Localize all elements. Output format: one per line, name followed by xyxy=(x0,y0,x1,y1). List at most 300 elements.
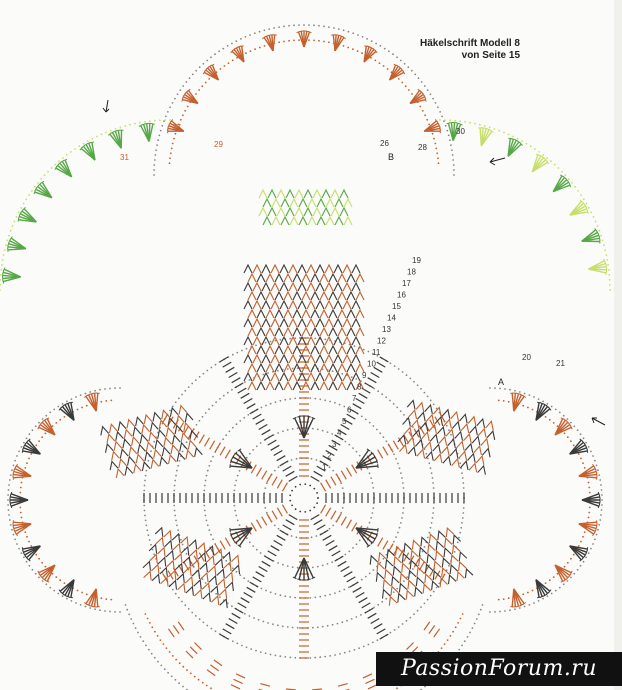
chain-dot xyxy=(11,529,13,531)
stitch-cap xyxy=(606,271,607,275)
chain-dot xyxy=(208,78,210,80)
lattice-v xyxy=(446,428,456,438)
chain-dot xyxy=(594,539,596,541)
dc-stitch xyxy=(223,362,232,367)
chain-dot xyxy=(174,480,176,482)
chain-dot xyxy=(275,401,277,403)
chain-dot xyxy=(288,25,290,27)
lattice-v xyxy=(177,573,187,583)
chain-dot xyxy=(545,416,547,418)
round-number: 18 xyxy=(407,267,416,277)
chain-dot xyxy=(195,615,197,617)
chain-dot xyxy=(373,388,375,390)
chain-dot xyxy=(437,106,439,108)
chain-dot xyxy=(524,393,526,395)
chain-dot xyxy=(202,416,204,418)
chain-dot xyxy=(291,490,293,492)
chain-dot xyxy=(55,576,57,578)
chain-dot xyxy=(1,264,3,266)
dc-stitch xyxy=(321,505,326,514)
lattice-v xyxy=(470,425,480,435)
chain-dot xyxy=(313,40,315,42)
left-green-shell xyxy=(3,268,21,284)
chain-dot xyxy=(280,400,282,402)
chain-dot xyxy=(157,139,159,141)
lattice-v xyxy=(289,373,297,381)
chain-dot xyxy=(206,475,208,477)
dc-stitch xyxy=(368,613,377,618)
lattice-v xyxy=(170,434,180,444)
chain-dot xyxy=(402,371,404,373)
lattice-v xyxy=(320,382,328,390)
chain-dot xyxy=(173,138,175,140)
chain-dot xyxy=(169,410,171,412)
chain-dot xyxy=(9,479,11,481)
lattice-v xyxy=(425,543,435,553)
chain-dot xyxy=(373,569,375,571)
chain-dot xyxy=(559,587,561,589)
round-number: 8 xyxy=(357,382,362,392)
round-number: 2 xyxy=(327,451,332,461)
chain-dot xyxy=(529,394,531,396)
lattice-v xyxy=(478,465,488,475)
chain-dot xyxy=(411,93,413,95)
lattice-v xyxy=(443,456,453,466)
chain-dot xyxy=(448,565,450,567)
chain-dot xyxy=(263,374,265,376)
dc-stitch xyxy=(214,660,222,666)
left-green-shell xyxy=(8,237,26,252)
round-number: 10 xyxy=(367,359,376,369)
lattice-v xyxy=(426,451,436,461)
left-green-shell xyxy=(139,123,155,141)
lattice-v xyxy=(184,565,194,575)
chain-dot xyxy=(182,666,184,668)
chain-dot xyxy=(235,480,237,482)
chain-dot xyxy=(424,85,426,87)
lattice-v xyxy=(248,364,256,372)
chain-dot xyxy=(532,409,534,411)
dc-stitch xyxy=(226,624,235,629)
chain-dot xyxy=(578,545,580,547)
dc-stitch xyxy=(383,541,388,550)
chain-dot xyxy=(207,470,209,472)
round-number: 6 xyxy=(347,405,352,415)
right-shell xyxy=(582,492,600,508)
chain-dot xyxy=(24,467,26,469)
chain-dot xyxy=(150,544,152,546)
arrow-icon xyxy=(592,418,605,425)
bottom-bar-row xyxy=(186,643,202,659)
chain-dot xyxy=(403,580,405,582)
chain-dot xyxy=(250,50,252,52)
chain-dot xyxy=(157,635,159,637)
chain-dot xyxy=(20,512,22,514)
chain-dot xyxy=(199,618,201,620)
dc-stitch xyxy=(326,508,331,517)
chain-dot xyxy=(494,387,496,389)
chain-dot xyxy=(191,383,193,385)
chain-dot xyxy=(244,381,246,383)
chain-dot xyxy=(190,673,192,675)
dc-stitch xyxy=(267,474,272,483)
dc-stitch xyxy=(341,517,346,526)
lattice-v xyxy=(316,301,324,309)
dc-stitch xyxy=(338,561,347,566)
chain-dot xyxy=(134,123,136,125)
dc-stitch xyxy=(311,476,320,481)
chain-dot xyxy=(195,379,197,381)
dc-stitch xyxy=(235,383,244,388)
chain-dot xyxy=(10,474,12,476)
chain-dot xyxy=(430,527,432,529)
lattice-v xyxy=(253,265,261,273)
chain-dot xyxy=(324,656,326,658)
chain-dot xyxy=(394,365,396,367)
round-number: 5 xyxy=(342,417,347,426)
chain-dot xyxy=(77,590,79,592)
chain-dot xyxy=(243,417,245,419)
chain-dot xyxy=(153,174,155,176)
chain-dot xyxy=(343,406,345,408)
chain-dot xyxy=(567,562,569,564)
lattice-v xyxy=(463,568,473,578)
chain-dot xyxy=(186,441,188,443)
lattice-v xyxy=(311,328,319,336)
stitch-cap xyxy=(308,31,312,32)
right-shell xyxy=(510,393,526,411)
lattice-v xyxy=(352,265,360,273)
lattice-v xyxy=(262,265,270,273)
lattice-v xyxy=(317,199,325,207)
chain-dot xyxy=(85,606,87,608)
lattice-v xyxy=(452,421,462,431)
lattice-v xyxy=(268,190,276,198)
dotted-guide-rings xyxy=(0,24,611,690)
lattice-v xyxy=(280,319,288,327)
lattice-v xyxy=(433,443,443,453)
lattice-v xyxy=(334,319,342,327)
chain-dot xyxy=(577,569,579,571)
chain-dot xyxy=(206,60,208,62)
chain-dot xyxy=(246,646,248,648)
lattice-v xyxy=(167,559,177,569)
chain-dot xyxy=(441,647,443,649)
chain-dot xyxy=(267,622,269,624)
lattice-v xyxy=(352,355,360,363)
chain-dot xyxy=(561,171,563,173)
dc-stitch xyxy=(365,608,374,613)
chain-dot xyxy=(590,451,592,453)
chain-dot xyxy=(144,485,146,487)
chain-dot xyxy=(316,502,318,504)
chain-dot xyxy=(341,373,343,375)
chain-dot xyxy=(14,221,16,223)
lattice-v xyxy=(277,208,285,216)
dc-stitch xyxy=(352,465,357,474)
chain-dot xyxy=(105,132,107,134)
lattice-v xyxy=(403,417,413,427)
right-green-shell xyxy=(478,128,493,146)
chain-dot xyxy=(402,512,404,514)
chain-dot xyxy=(231,43,233,45)
dc-stitch xyxy=(329,546,338,551)
lattice-v xyxy=(465,443,475,453)
lattice-v xyxy=(262,337,270,345)
stitch-line xyxy=(273,35,275,51)
chain-dot xyxy=(432,517,434,519)
dc-stitch xyxy=(262,430,271,435)
spoke-row xyxy=(326,493,464,503)
lattice-v xyxy=(253,283,261,291)
dc-stitch xyxy=(332,551,341,556)
chain-dot xyxy=(327,563,329,565)
chain-dot xyxy=(255,650,257,652)
dc-stitch xyxy=(393,441,398,450)
chain-dot xyxy=(234,485,236,487)
lattice-v xyxy=(275,382,283,390)
left-green-shell xyxy=(108,130,123,148)
lattice-v xyxy=(481,438,491,448)
chain-dot xyxy=(203,505,205,507)
dc-stitch xyxy=(220,634,229,639)
lattice-v xyxy=(450,448,460,458)
dc-stitch xyxy=(317,525,326,530)
lattice-v xyxy=(429,424,439,434)
lattice-v xyxy=(158,546,168,556)
chain-dot xyxy=(7,494,9,496)
dc-stitch xyxy=(277,456,286,461)
chain-dot xyxy=(24,531,26,533)
lattice-v xyxy=(380,578,390,588)
chain-dot xyxy=(309,657,311,659)
top-shell xyxy=(410,89,426,103)
chain-dot xyxy=(220,68,222,70)
chain-dot xyxy=(289,500,291,502)
dc-stitch xyxy=(362,603,371,608)
chain-dot xyxy=(313,507,315,509)
marker-b: B xyxy=(388,152,395,162)
chain-dot xyxy=(509,389,511,391)
chain-dot xyxy=(294,657,296,659)
lattice-v xyxy=(259,208,267,216)
chain-dot xyxy=(288,40,290,42)
chain-dot xyxy=(464,121,466,123)
chain-dot xyxy=(499,611,501,613)
lattice-v xyxy=(248,382,256,390)
chain-dot xyxy=(21,446,23,448)
lattice-v xyxy=(474,445,484,455)
chain-dot xyxy=(207,524,209,526)
chain-dot xyxy=(334,654,336,656)
chain-dot xyxy=(396,407,398,409)
lattice-v xyxy=(99,426,109,436)
lattice-v xyxy=(144,570,154,580)
chain-dot xyxy=(380,45,382,47)
chain-dot xyxy=(533,396,535,398)
lattice-v xyxy=(397,572,407,582)
chain-dot xyxy=(339,404,341,406)
dc-stitch xyxy=(226,367,235,372)
chain-dot xyxy=(208,408,210,410)
chain-dot xyxy=(389,400,391,402)
chain-dot xyxy=(42,580,44,582)
lattice-v xyxy=(313,208,321,216)
chain-dot xyxy=(212,456,214,458)
chain-dot xyxy=(66,154,68,156)
lattice-v xyxy=(444,418,454,428)
chain-dot xyxy=(294,398,296,400)
chain-dot xyxy=(241,350,243,352)
chain-dot xyxy=(30,545,32,547)
right-shell xyxy=(510,589,526,607)
chain-dot xyxy=(204,510,206,512)
lattice-v xyxy=(244,355,252,363)
lattice-v xyxy=(203,592,213,602)
chain-dot xyxy=(164,119,166,121)
stitch-cap xyxy=(69,402,73,403)
chain-dot xyxy=(431,522,433,524)
chain-dot xyxy=(145,475,147,477)
lattice-v xyxy=(272,217,280,225)
top-shell xyxy=(297,31,312,47)
chain-dot xyxy=(188,386,190,388)
chain-dot xyxy=(462,482,464,484)
chain-dot xyxy=(462,613,464,615)
lattice-v xyxy=(311,274,319,282)
chain-dot xyxy=(598,474,600,476)
chain-dot xyxy=(264,507,266,509)
chain-dot xyxy=(333,27,335,29)
lattice-v xyxy=(326,217,334,225)
chain-dot xyxy=(514,390,516,392)
stitch-line xyxy=(299,417,304,439)
chain-dot xyxy=(246,348,248,350)
chain-dot xyxy=(549,419,551,421)
chain-dot xyxy=(38,577,40,579)
chain-dot xyxy=(75,602,77,604)
chain-dot xyxy=(21,552,23,554)
chain-dot xyxy=(369,472,371,474)
dc-stitch xyxy=(205,438,210,447)
chain-dot xyxy=(252,545,254,547)
dc-stitch xyxy=(277,508,282,517)
lattice-v xyxy=(151,412,161,422)
chain-dot xyxy=(570,558,572,560)
lattice-v xyxy=(298,265,306,273)
lattice-v xyxy=(477,418,487,428)
chain-dot xyxy=(249,379,251,381)
lattice-v xyxy=(404,426,414,436)
lattice-v xyxy=(244,337,252,345)
dc-stitch xyxy=(378,538,383,547)
right-green-shell xyxy=(508,138,522,156)
lattice-v xyxy=(172,533,182,543)
chain-dot xyxy=(494,128,496,130)
chain-dot xyxy=(373,425,375,427)
chain-dot xyxy=(577,190,579,192)
chain-dot xyxy=(355,616,357,618)
chain-dot xyxy=(176,525,178,527)
lattice-v xyxy=(158,456,168,466)
chain-dot xyxy=(594,460,596,462)
chain-dot xyxy=(366,38,368,40)
stitch-cap xyxy=(297,579,301,580)
bottom-bar-row xyxy=(424,622,440,637)
chain-dot xyxy=(547,403,549,405)
chain-dot xyxy=(508,597,510,599)
chain-dot xyxy=(35,444,37,446)
lattice-v xyxy=(136,444,146,454)
chain-dot xyxy=(261,407,263,409)
lattice-v xyxy=(289,301,297,309)
chain-dot xyxy=(212,539,214,541)
chain-dot xyxy=(178,597,180,599)
chain-dot xyxy=(26,462,28,464)
chain-dot xyxy=(49,412,51,414)
dc-stitch xyxy=(289,515,298,520)
chain-dot xyxy=(283,41,285,43)
dc-stitch xyxy=(271,546,280,551)
chain-dot xyxy=(283,25,285,27)
chain-dot xyxy=(469,122,471,124)
chain-dot xyxy=(432,512,434,514)
chain-dot xyxy=(154,120,156,122)
dc-stitch xyxy=(268,551,277,556)
lattice-v xyxy=(344,199,352,207)
chain-dot xyxy=(44,174,46,176)
lattice-v xyxy=(418,536,428,546)
chain-dot xyxy=(427,396,429,398)
chain-dot xyxy=(526,143,528,145)
right-shell xyxy=(536,402,551,420)
chain-dot xyxy=(175,401,177,403)
lattice-v xyxy=(293,292,301,300)
lattice-v xyxy=(217,578,227,588)
lattice-v xyxy=(253,319,261,327)
chain-dot xyxy=(227,392,229,394)
chain-dot xyxy=(199,66,201,68)
chain-dot xyxy=(129,124,131,126)
chain-dot xyxy=(598,524,600,526)
chain-dot xyxy=(59,419,61,421)
chain-dot xyxy=(163,643,165,645)
chain-dot xyxy=(433,507,435,509)
chain-dot xyxy=(282,430,284,432)
chart-subtitle: von Seite 15 xyxy=(461,50,520,61)
round-number: 20 xyxy=(522,353,531,362)
lattice-v xyxy=(344,217,352,225)
dc-stitch xyxy=(210,665,218,671)
lattice-v xyxy=(347,310,355,318)
round-number: 17 xyxy=(402,279,411,288)
chain-dot xyxy=(577,429,579,431)
dc-stitch xyxy=(314,471,323,476)
chain-dot xyxy=(459,462,461,464)
chain-dot xyxy=(346,620,348,622)
lattice-v xyxy=(338,382,346,390)
chain-dot xyxy=(340,512,342,514)
chain-dot xyxy=(144,510,146,512)
chain-dot xyxy=(57,406,59,408)
lattice-v xyxy=(168,407,178,417)
chain-dot xyxy=(188,608,190,610)
lattice-v xyxy=(399,444,409,454)
chain-dot xyxy=(390,632,392,634)
chain-dot xyxy=(454,120,456,122)
chain-dot xyxy=(275,655,277,657)
chain-dot xyxy=(199,376,201,378)
